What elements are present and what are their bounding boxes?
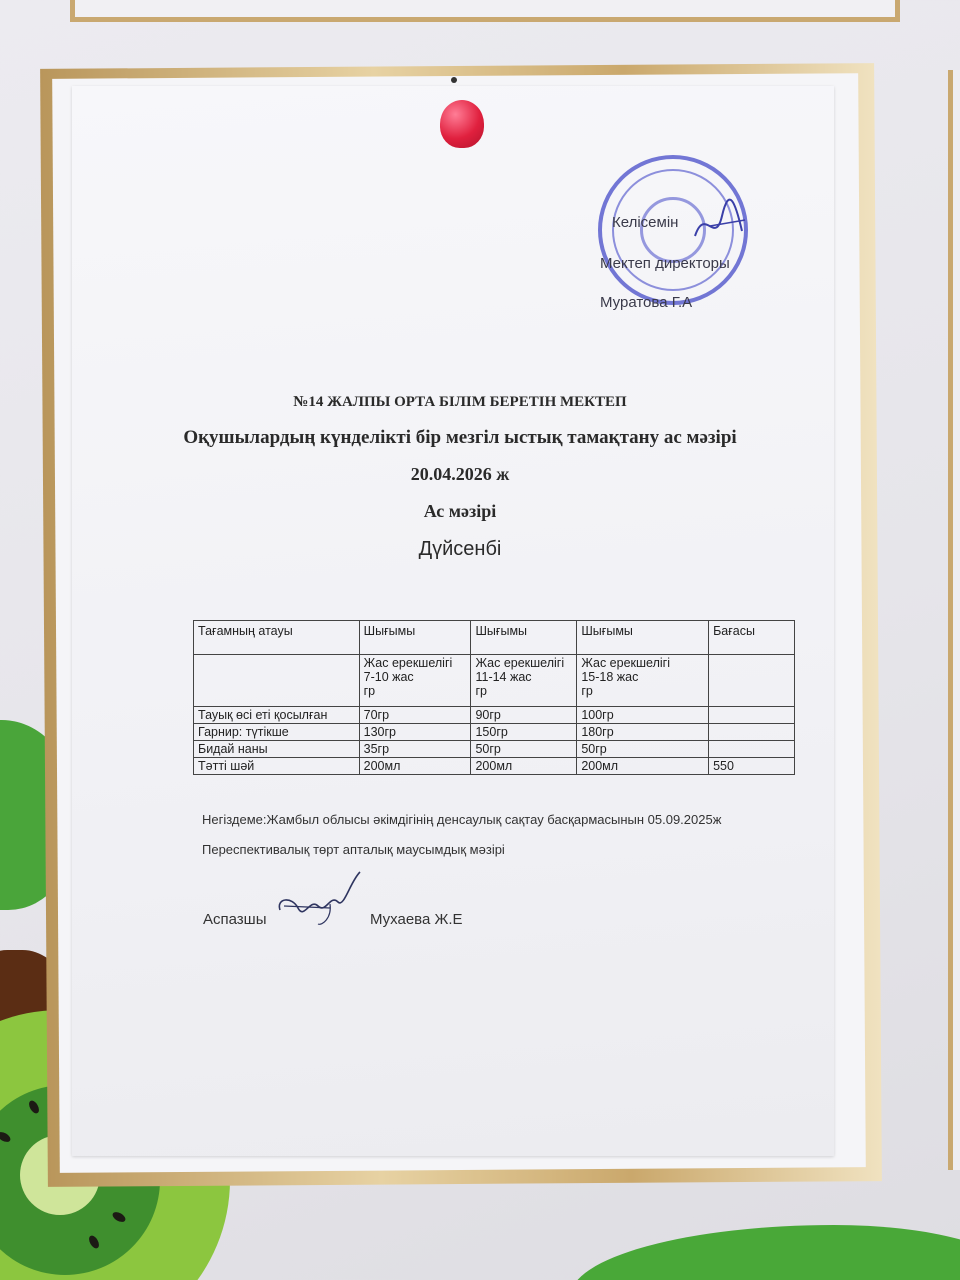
yield-value: 50гр [471, 741, 577, 758]
perspective-note: Переспективалық төрт апталық маусымдық мәзірі [202, 842, 505, 857]
basis-note: Негіздеме:Жамбыл облысы әкімдігінің денсаулық сақтау басқармасынын 05.09.2025ж [202, 812, 722, 827]
age-group-1: Жас ерекшелігі 7-10 жас гр [359, 655, 471, 707]
school-name: №14 ЖАЛПЫ ОРТА БІЛІМ БЕРЕТІН МЕКТЕП [293, 394, 627, 410]
table-row [194, 758, 795, 775]
document-title: Оқушылардың күнделікті бір мезгіл ыстық тамақтану ас мәзірі [183, 427, 737, 448]
empty-cell [194, 655, 360, 707]
table-header-row [194, 621, 795, 655]
empty-cell [709, 655, 795, 707]
yield-value: 150гр [471, 724, 577, 741]
dish-name: Тәтті шәй [194, 758, 360, 775]
menu-table [193, 620, 795, 775]
bottom-leaf-decoration [570, 1225, 960, 1280]
upper-frame-edge [70, 0, 900, 22]
approval-agree: Келісемін [612, 214, 679, 231]
table-row [194, 741, 795, 758]
yield-value: 200мл [471, 758, 577, 775]
age-group-3: Жас ерекшелігі 15-18 жас гр [577, 655, 709, 707]
price-value [709, 741, 795, 758]
table-row [194, 707, 795, 724]
dish-name: Тауық өсі еті қосылған [194, 707, 360, 724]
menu-heading: Ас мәзірі [423, 501, 497, 521]
age-group-2: Жас ерекшелігі 11-14 жас гр [471, 655, 577, 707]
header-dish-name: Тағамның атауы [194, 621, 360, 655]
dish-name: Бидай наны [194, 741, 360, 758]
yield-value: 180гр [577, 724, 709, 741]
pin-hole [451, 77, 457, 83]
cook-signature [270, 868, 366, 928]
yield-value: 70гр [359, 707, 471, 724]
yield-value: 100гр [577, 707, 709, 724]
approval-director-name: Муратова Г.А [600, 294, 693, 311]
cook-role: Аспазшы [203, 911, 267, 928]
cook-name: Мухаева Ж.Е [370, 911, 463, 928]
header-yield-2: Шығымы [471, 621, 577, 655]
yield-value: 130гр [359, 724, 471, 741]
director-signature [690, 196, 750, 256]
price-value [709, 724, 795, 741]
header-yield-1: Шығымы [359, 621, 471, 655]
yield-value: 50гр [577, 741, 709, 758]
table-age-row [194, 655, 795, 707]
header-yield-3: Шығымы [577, 621, 709, 655]
header-price: Бағасы [709, 621, 795, 655]
yield-value: 200мл [359, 758, 471, 775]
push-pin-icon [440, 100, 484, 148]
price-value [709, 707, 795, 724]
yield-value: 200мл [577, 758, 709, 775]
weekday: Дүйсенбі [418, 538, 502, 560]
right-frame-edge [948, 70, 960, 1170]
yield-value: 90гр [471, 707, 577, 724]
approval-position: Мектеп директоры [600, 255, 730, 272]
dish-name: Гарнир: түтікше [194, 724, 360, 741]
menu-date: 20.04.2026 ж [410, 464, 510, 484]
yield-value: 35гр [359, 741, 471, 758]
table-row [194, 724, 795, 741]
price-value: 550 [709, 758, 795, 775]
